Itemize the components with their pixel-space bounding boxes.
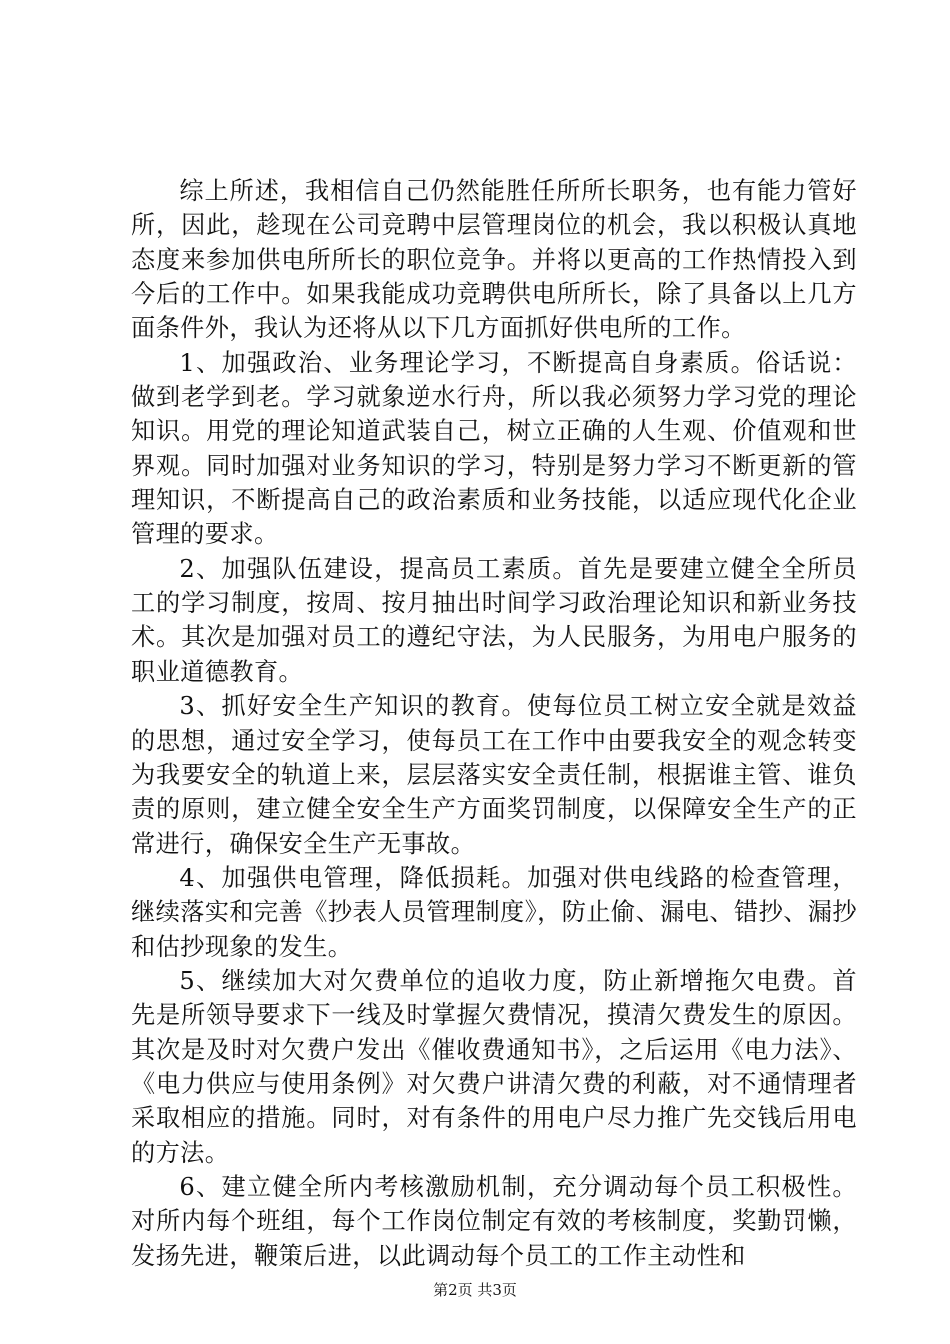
- paragraph-item-4: 4、加强供电管理，降低损耗。加强对供电线路的检查管理，继续落实和完善《抄表人员管理制度》，防止偷、漏电、错抄、漏抄和估抄现象的发生。: [131, 863, 857, 961]
- paragraph-item-1: 1、加强政治、业务理论学习，不断提高自身素质。俗话说：做到老学到老。学习就象逆水行舟，所以我必须努力学习党的理论知识。用党的理论知道武装自己，树立正确的人生观、价值观和世界观。同时加强对业务知识的学习，特别是努力学习不断更新的管理知识，不断提高自己的政治素质和业务技能，以适应现代化企业管理的要求。: [131, 348, 857, 549]
- paragraph-item-5: 5、继续加大对欠费单位的追收力度，防止新增拖欠电费。首先是所领导要求下一线及时掌握欠费情况，摸清欠费发生的原因。其次是及时对欠费户发出《催收费通知书》，之后运用《电力法》、《电力供应与使用条例》对欠费户讲清欠费的利蔽，对不通情理者采取相应的措施。同时，对有条件的用电户尽力推广先交钱后用电的方法。: [131, 966, 857, 1167]
- document-body: [131, 174, 857, 1273]
- paragraph-item-6: 6、建立健全所内考核激励机制，充分调动每个员工积极性。对所内每个班组，每个工作岗位制定有效的考核制度，奖勤罚懒，发扬先进，鞭策后进，以此调动每个员工的工作主动性和: [131, 1172, 857, 1270]
- page-number-footer: 第2页 共3页: [433, 1281, 517, 1299]
- paragraph-item-3: 3、抓好安全生产知识的教育。使每位员工树立安全就是效益的思想，通过安全学习，使每员工在工作中由要我安全的观念转变为我要安全的轨道上来，层层落实安全责任制，根据谁主管、谁负责的原则，建立健全安全生产方面奖罚制度，以保障安全生产的正常进行，确保安全生产无事故。: [131, 692, 857, 858]
- paragraph-item-2: 2、加强队伍建设，提高员工素质。首先是要建立健全全所员工的学习制度，按周、按月抽出时间学习政治理论知识和新业务技术。其次是加强对员工的遵纪守法，为人民服务，为用电户服务的职业道德教育。: [131, 554, 857, 686]
- paragraph-summary: 综上所述，我相信自己仍然能胜任所所长职务，也有能力管好所，因此，趁现在公司竞聘中层管理岗位的机会，我以积极认真地态度来参加供电所所长的职位竞争。并将以更高的工作热情投入到今后的工作中。如果我能成功竞聘供电所所长，除了具备以上几方面条件外，我认为还将从以下几方面抓好供电所的工作。: [131, 177, 857, 343]
